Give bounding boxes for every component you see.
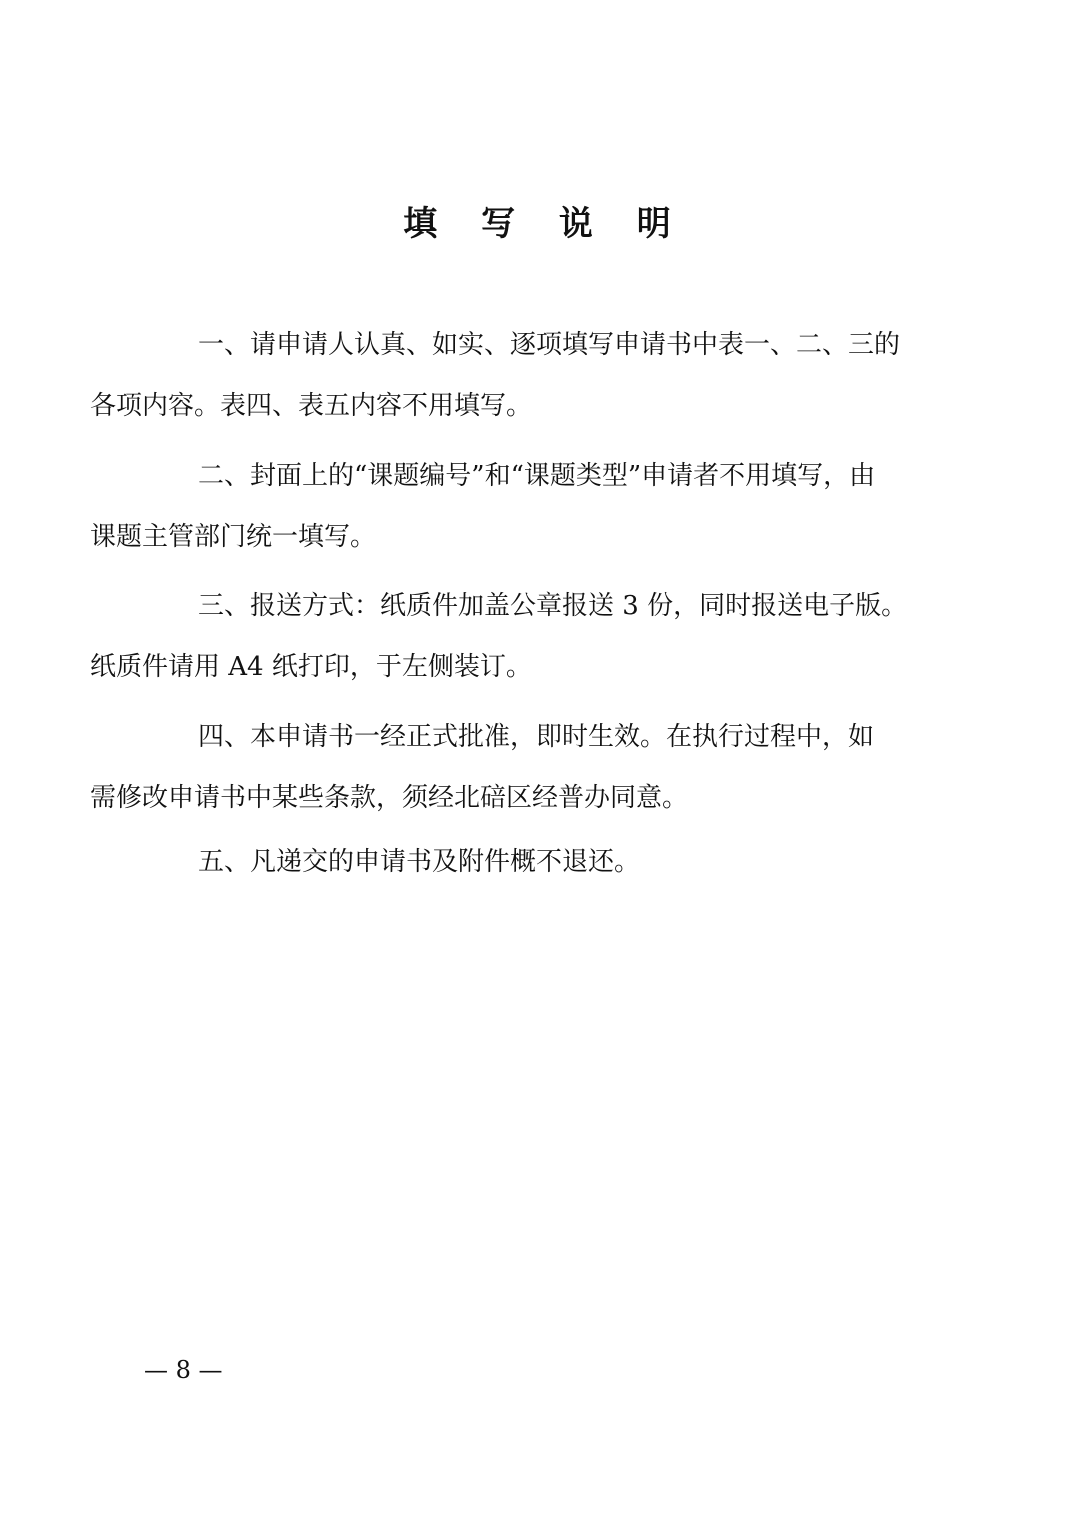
page-title bbox=[0, 196, 1074, 245]
paragraph-line: 课题主管部门统一填写。 bbox=[90, 522, 377, 552]
paragraph-line: 各项内容。表四、表五内容不用填写。 bbox=[90, 391, 533, 421]
paragraph-line: 一、请申请人认真、如实、逐项填写申请书中表一、二、三的 bbox=[198, 330, 901, 360]
paragraph-line: 纸质件请用 A4 纸打印，于左侧装订。 bbox=[90, 652, 532, 682]
instruction-paragraph-4 bbox=[90, 707, 944, 829]
paragraph-line: 四、本申请书一经正式批准，即时生效。在执行过程中，如 bbox=[198, 722, 875, 752]
title-char: 填 bbox=[403, 204, 438, 244]
instruction-paragraph-1 bbox=[90, 315, 944, 437]
paragraph-line: 三、报送方式：纸质件加盖公章报送 3 份，同时报送电子版。 bbox=[198, 591, 908, 621]
title-char: 明 bbox=[636, 204, 671, 244]
page-number: — 8 — bbox=[144, 1356, 223, 1384]
instruction-paragraph-5 bbox=[144, 832, 944, 893]
title-char: 说 bbox=[558, 204, 593, 244]
paragraph-line: 二、封面上的“课题编号”和“课题类型”申请者不用填写，由 bbox=[198, 461, 876, 491]
paragraph-line: 五、凡递交的申请书及附件概不退还。 bbox=[198, 847, 641, 877]
paragraph-line: 需修改申请书中某些条款，须经北碚区经普办同意。 bbox=[90, 783, 689, 813]
title-char: 写 bbox=[481, 204, 516, 244]
instruction-paragraph-2 bbox=[90, 446, 944, 568]
instruction-paragraph-3 bbox=[90, 576, 944, 698]
